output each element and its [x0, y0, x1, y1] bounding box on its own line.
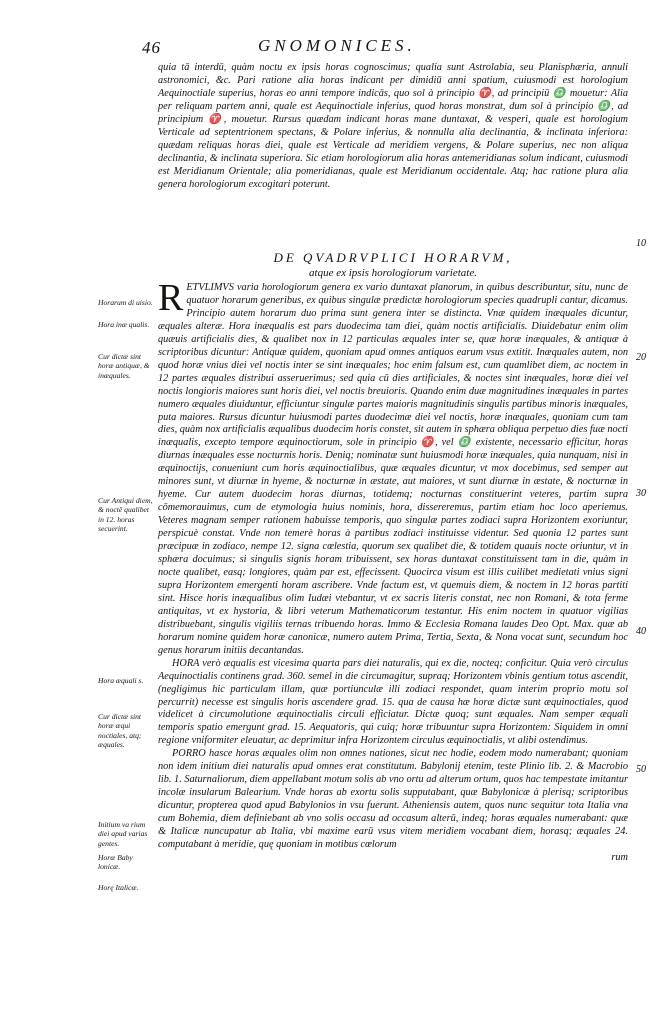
margin-note-cur-aequinoctiales: Cur dictæ sint horæ æqui noctiales, atq; æquales. [98, 712, 142, 750]
running-title: GNOMONICES. [258, 36, 416, 55]
margin-note-horae-italicae: Horę Italicæ. [98, 883, 139, 892]
line-number-30: 30 [636, 488, 646, 499]
section-heading-line2: atque ex ipsis horologiorum varietate. [309, 267, 477, 279]
main-text-block [158, 277, 628, 865]
body-paragraph-text: ETVLIMVS varia horologiorum genera ex vario duntaxat planorum, in quibus describuntur, situ, nunc de quatuor horarum generibus, ex quibus singulæ prædictæ horologiorum species quadrupli cantur, dicamus. Principio autem horarum duo prima sunt genera inter se distincta. Vnæ quidem inæquales dicuntur, æquales alteræ. Hora inæqualis est pars duodecima tam diei, quàm noctis artificialis. Diuidebatur enim olim quæuis artificialis dies, & qualibet nox in 12 particulas æquales inter se, quæ horæ inæquales, & antiquæ à scriptoribus dicuntur: Antiquæ quidem, quoniam apud omnes antiquos earum vsus extitit. Inæquales autem, non quod horæ vnius diei vel noctis inter se sint inæquales; hoc enim falsum est, cum quamlibet diem, ac noctem in 12 partes æquales distribui asseruerimus; sed quia cū dies artificiales, & noctes sint inæquales, horæ diei vel noctis longioris maiores sunt horis diei, vel noctis breuioris. Quando enim duæ magnitudines inæquales in partes numero æquales diuiduntur, efficiuntur singulæ partes maioris magnitudinis singulis partibus minoris inæquales, puta maiores. Rursus dicuntur huiusmodi partes duodecimæ diei vel noctis, horæ inæquales, quoniam cum tam dies, quàm nox artificialis æqualibus duodecim horis constet, sit autem in sphæra obliqua perpetuo dies fuæ nocti inæqualis, excepto tempore æquinoctiorum, sole in principio ♈, vel ♎ existente, necessario efficitur, horas diurnas inæquales esse nocturnis horis. Deniq; nominatæ sunt huiusmodi horæ inæquales, quia nunquam, nisi in æquinoctijs, conueniunt cum horis æquinoctialibus, quæ æquales dicuntur, vt mox docebimus, sed semper aut minores sunt, vt diurnæ in hyeme, & nocturnæ in æstate, aut maiores, vt sunt diurnæ in æstate, & nocturnæ in hyeme. Cur autem duodecim horas diurnas, totidemq; nocturnas constituerint veteres, partim supra cōmemorauimus, cum de etymologia huius nominis, hora, dissereremus, partim etiam hoc loco aperiemus. Veteres magnam semper rationem habuisse temporis, quo singulæ partes zodiaci supra Horizontem exoriuntur, perspicuè constat. Vnde non temerè horas à partibus zodiaci instituisse videntur. Sed quonia 12 partes sunt præcipuæ in zodiaco, nempe 12. signa cœlestia, quorum sex qualibet die, & totidem quauis nocte oriuntur, vt in sphæra docuimus; si singulis signis horam tribuissent, sex horas duntaxat constituissent tam in die, quàm in nocte qualibet, easq; longiores, quàm par est, effecissent. Quocirca visum est illis cuilibet medietati vnius signi supra Horizontem emergenti horam ascribere. Vnde factum est, vt quemuis diem, & noctem in 12 horas partiti sint. Hisce horis inæqualibus olim Iudæi vtebantur, vt ex sacris literis constat, nec non Romani, & tota ferme antiquitas, vt ex hystoria, & libri veterum Mathematicorum testantur. His enim noctem in quatuor vigilias distribuebant, singulis vigiliis ternas tribuendo horas. Immo & Ecclesia Romana laudes Deo Opt. Max. quæ ab horarum nomine quidem horæ canonicæ, numero autem Prima, Tertia, Sexta, & Nona vocat sunt, secundum hoc genus horarum initiis decantandas. [158, 282, 628, 656]
body-paragraph-first [158, 277, 628, 658]
page-number: 46 [142, 38, 161, 57]
margin-note-initium-varium: Initium va rium diei apud varias gentes. [98, 820, 148, 848]
margin-note-hora-aequalis: Hora æquali s. [98, 676, 144, 685]
paragraph-porro: PORRO hasce horas æquales olim non omnes nationes, sicut nec hodie, eodem modo numerabant; quoniam non idem initium diei naturalis apud omnes erat constitutum. Babylonij etenim, teste Plinio lib. 2. & Macrobio lib. 1. Saturnaliorum, diem appellabant motum solis ab vno ortu ad alterum ortum, quos hac tempestate imitantur incolæ insularum Balearium. Vnde horas ab exortu solis supputabant, quæ Babylonicæ à plerisq; scriptoribus dicuntur, propterea quod apud Babylonios in vsu fuerunt. Atheniensis autem, quos nunc sequitur tota Italia vna cum Bohemia, diem definiebant ab vno solis occasu ad occasum alterū, indeq; horas æquales numerabant: quæ & Italicæ nuncupatur ab Italia, vbi maxime earū vsus vitem meridiem vocabant diem, horasq; æquales 24. computabant à meridie, quę quoniam in motibus cœlorum [158, 748, 628, 850]
margin-note-cur-antiqui-diem: Cur Antiqui diem, & noctē qualibet in 12. horas secuerint. [98, 496, 153, 534]
paragraph-hora-aequalis: HORA verò æqualis est vicesima quarta pars diei naturalis, qui ex die, nocteq; conficitur. Quia verò circulus Aequinoctialis continens grad. 360. semel in die circumagitur, supraq; Horizontem vbinis gentium totus ascendit, (negligimus hic particulam illam, quæ portiunculæ illi zodiaci respondet, quam interim proprio motu sol percurrit) necesse est singulis horis ascendere grad. 15. qua de causa hæ horæ dictæ sunt æquinoctiales, quod videlicet à circumolutione æquinoctialis circuli efficiatur. Dictæ quoq; sunt æquales. Nam semper æquali temporis spatio emergunt grad. 15. Aequatoris, qui cuiq; horæ tribuuntur supra Horizontem: Siquidem in omni regione vniformiter eleuatur, ac deprimitur infra Horizontem circulus æquinoctialis, vt alibi ostendimus. [158, 657, 628, 747]
section-heading [158, 250, 628, 280]
margin-note-horae-babylonicae: Horæ Baby lonicæ. [98, 853, 133, 872]
line-number-50: 50 [636, 764, 646, 775]
line-number-20: 20 [636, 352, 646, 363]
margin-note-hora-inaequalis: Hora inæ qualis. [98, 320, 150, 329]
catchword: rum [611, 851, 628, 863]
line-number-10: 10 [636, 238, 646, 249]
margin-note-cur-antiquae: Cur dictæ sint horæ antiquæ, & inæquales. [98, 352, 150, 380]
section-heading-line1: DE QVADRVPLICI HORARVM, [273, 250, 513, 265]
margin-note-horarum-divisio: Horarum di uisio. [98, 298, 153, 307]
line-number-40: 40 [636, 626, 646, 637]
drop-capital: R [158, 277, 184, 319]
lead-paragraph: quia tā interdū, quàm noctu ex ipsis horas cognoscimus; qualia sunt Astrolabia, seu Planisphæria, annuli astronomici, &c. Pari ratione alia horas indicant per dimidiū anni spatium, cuiusmodi est horologium Aequinoctiale superius, horas eo anni tempore indicās, quo sol à principio ♈, ad principiū ♎ mouetur: Alia per reliquam partem anni, quale est Aequinoctiale inferius, quod horas monstrat, dum sol à principio ♎, ad principium ♈, mouetur. Rursus quædam indicant horas mane duntaxat, & vesperi, quale est horologium Verticale ad septentrionem spectans, & Polare inferius, & nonnulla alia declinantia, & inclinata inferiora: quædam reliquas horas diei, quale est Verticale ad meridiem vergens, & Polare superius, nec non aliqua declinantia, & inclinata superiora. Sic etiam horologiorum alia horas antemeridianas solum indicant, cuiusmodi est Meridianum Orientale; alia pomeridianas, quale est Meridianum occidentale. Atq; hac ratione plura alia genera horologiorum excogitari poterunt. [158, 62, 628, 190]
lead-paragraph-block [158, 62, 628, 192]
